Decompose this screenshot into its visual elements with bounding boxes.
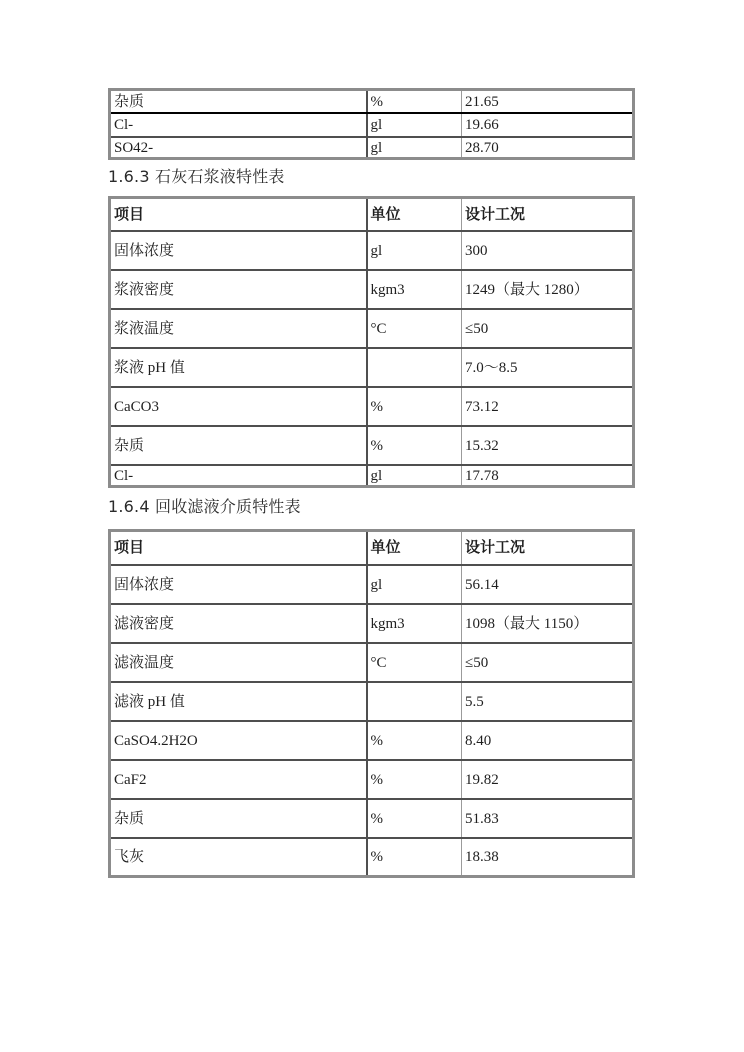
header-item: 项目: [110, 197, 367, 231]
table-row: [110, 799, 634, 838]
item-cell: 飞灰: [110, 838, 367, 877]
unit-cell: kgm3: [367, 270, 462, 309]
table-recycled-filtrate: [108, 529, 635, 878]
item-cell: 浆液 pH 值: [110, 348, 367, 387]
item-cell: 滤液 pH 值: [110, 682, 367, 721]
header-value: 设计工况: [462, 197, 634, 231]
value-cell: 19.82: [462, 760, 634, 799]
header-value: 设计工况: [462, 531, 634, 565]
section-heading-164: 1.6.4 回收滤液介质特性表: [108, 497, 301, 516]
unit-cell: %: [367, 90, 462, 113]
item-cell: 滤液温度: [110, 643, 367, 682]
value-cell: 28.70: [462, 137, 634, 159]
item-cell: 固体浓度: [110, 231, 367, 270]
unit-cell: gl: [367, 465, 462, 487]
value-cell: 1098（最大 1150）: [462, 604, 634, 643]
table-row: [110, 565, 634, 604]
table-row: [110, 231, 634, 270]
table-row: [110, 113, 634, 137]
item-cell: Cl-: [110, 113, 367, 137]
unit-cell: %: [367, 760, 462, 799]
table-row: [110, 604, 634, 643]
value-cell: 21.65: [462, 90, 634, 113]
unit-cell: gl: [367, 231, 462, 270]
table-header-row: [110, 197, 634, 231]
value-cell: 1249（最大 1280）: [462, 270, 634, 309]
unit-cell: gl: [367, 137, 462, 159]
value-cell: 56.14: [462, 565, 634, 604]
table-row: [110, 270, 634, 309]
item-cell: SO42-: [110, 137, 367, 159]
value-cell: 8.40: [462, 721, 634, 760]
unit-cell: %: [367, 387, 462, 426]
section-heading-163: 1.6.3 石灰石浆液特性表: [108, 166, 285, 186]
table-row: [110, 137, 634, 159]
table-row: [110, 682, 634, 721]
unit-cell: %: [367, 838, 462, 877]
header-unit: 单位: [367, 197, 462, 231]
item-cell: 杂质: [110, 799, 367, 838]
value-cell: ≤50: [462, 309, 634, 348]
value-cell: 73.12: [462, 387, 634, 426]
unit-cell: [367, 682, 462, 721]
item-cell: Cl-: [110, 465, 367, 487]
item-cell: 固体浓度: [110, 565, 367, 604]
table-row: [110, 465, 634, 487]
value-cell: ≤50: [462, 643, 634, 682]
table-header-row: [110, 531, 634, 565]
value-cell: 17.78: [462, 465, 634, 487]
unit-cell: gl: [367, 113, 462, 137]
unit-cell: °C: [367, 309, 462, 348]
value-cell: 300: [462, 231, 634, 270]
value-cell: 18.38: [462, 838, 634, 877]
value-cell: 5.5: [462, 682, 634, 721]
value-cell: 7.0～8.5: [462, 348, 634, 387]
item-cell: 杂质: [110, 426, 367, 465]
unit-cell: gl: [367, 565, 462, 604]
table-limestone-slurry: [108, 196, 635, 489]
unit-cell: [367, 348, 462, 387]
table-row: [110, 426, 634, 465]
table-row: [110, 838, 634, 877]
table-row: [110, 721, 634, 760]
table-row: [110, 643, 634, 682]
item-cell: 浆液温度: [110, 309, 367, 348]
table-row: [110, 348, 634, 387]
unit-cell: °C: [367, 643, 462, 682]
item-cell: 杂质: [110, 90, 367, 113]
value-cell: 51.83: [462, 799, 634, 838]
table-row: [110, 387, 634, 426]
unit-cell: %: [367, 426, 462, 465]
table-row: [110, 309, 634, 348]
unit-cell: kgm3: [367, 604, 462, 643]
item-cell: CaSO4.2H2O: [110, 721, 367, 760]
header-unit: 单位: [367, 531, 462, 565]
value-cell: 19.66: [462, 113, 634, 137]
unit-cell: %: [367, 721, 462, 760]
header-item: 项目: [110, 531, 367, 565]
table-row: [110, 760, 634, 799]
item-cell: 滤液密度: [110, 604, 367, 643]
table-continued-rows: [108, 88, 635, 160]
value-cell: 15.32: [462, 426, 634, 465]
table-row: [110, 90, 634, 113]
item-cell: CaF2: [110, 760, 367, 799]
item-cell: CaCO3: [110, 387, 367, 426]
item-cell: 浆液密度: [110, 270, 367, 309]
unit-cell: %: [367, 799, 462, 838]
